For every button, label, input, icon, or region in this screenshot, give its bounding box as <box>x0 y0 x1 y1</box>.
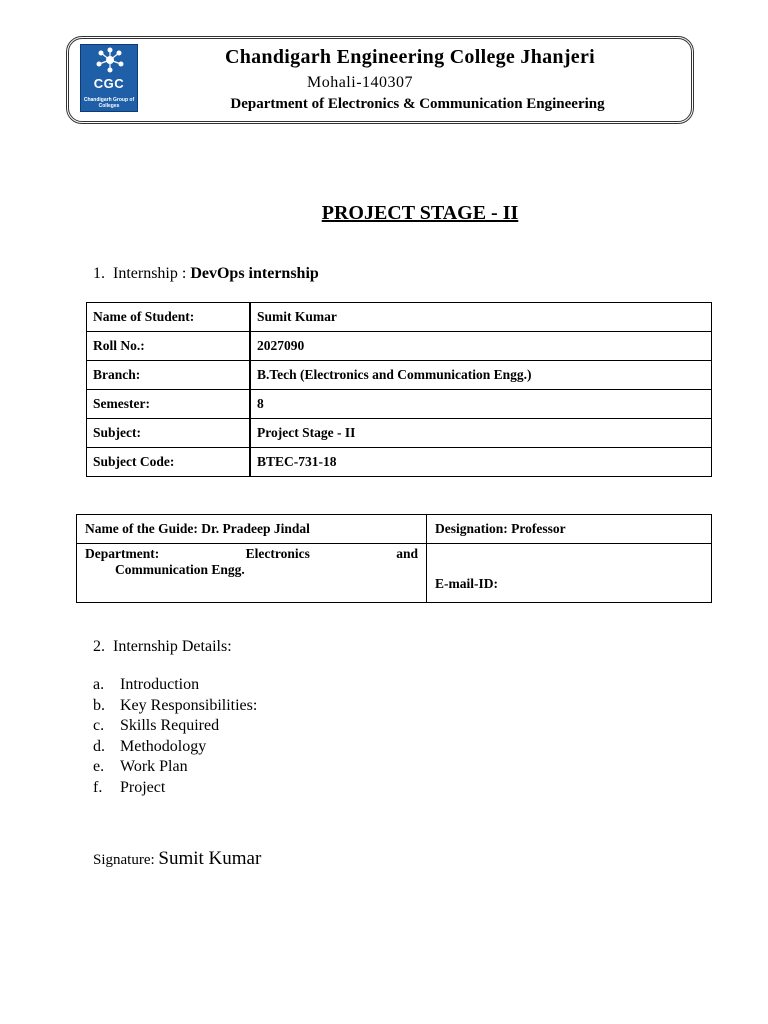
list-text: Work Plan <box>120 758 188 775</box>
table-value: B.Tech (Electronics and Communication Engg.) <box>250 361 712 390</box>
table-row <box>77 515 712 544</box>
student-info-table <box>86 302 712 477</box>
table-value: 2027090 <box>250 332 712 361</box>
list-marker: b. <box>93 696 105 714</box>
department-name: Department of Electronics & Communication Engineering <box>230 96 605 112</box>
logo-emblem-icon <box>81 45 139 75</box>
list-text: Project <box>120 778 166 796</box>
list-marker: e. <box>93 758 105 775</box>
list-text: Key Responsibilities: <box>120 696 258 714</box>
page-title: PROJECT STAGE - II <box>321 202 519 224</box>
department-line2: Communication Engg. <box>115 562 245 577</box>
internship-heading <box>93 265 319 283</box>
signature-name: Sumit Kumar <box>158 848 262 869</box>
list-item <box>93 778 257 799</box>
list-marker: c. <box>93 717 105 734</box>
table-value: BTEC-731-18 <box>250 448 712 477</box>
list-text: Skills Required <box>120 717 220 734</box>
table-label: Subject: <box>87 419 251 448</box>
table-row <box>77 544 712 603</box>
signature <box>93 848 261 870</box>
table-row <box>87 419 712 448</box>
signature-label: Signature: <box>93 852 155 868</box>
table-row <box>87 448 712 477</box>
list-item <box>93 696 257 717</box>
list-item <box>93 675 257 696</box>
internship-details-label: Internship Details: <box>113 638 232 655</box>
list-marker: d. <box>93 737 105 755</box>
table-row <box>87 303 712 332</box>
internship-label: Internship : <box>113 265 187 282</box>
list-text: Methodology <box>120 737 207 755</box>
table-label: Branch: <box>87 361 251 390</box>
department-word: Electronics <box>245 546 310 561</box>
table-value: 8 <box>250 390 712 419</box>
table-label: Subject Code: <box>87 448 251 477</box>
table-value: Sumit Kumar <box>250 303 712 332</box>
department-word: and <box>396 546 418 561</box>
list-marker: f. <box>93 778 103 796</box>
details-list <box>93 675 257 798</box>
college-name: Chandigarh Engineering College Jhanjeri <box>224 46 596 68</box>
college-city: Mohali-140307 <box>306 74 414 91</box>
table-row <box>87 332 712 361</box>
table-row <box>87 361 712 390</box>
college-logo <box>80 44 138 112</box>
logo-abbreviation: CGC <box>93 76 125 91</box>
guide-designation: Designation: Professor <box>427 515 712 544</box>
list-text: Introduction <box>120 676 200 693</box>
internship-value: DevOps internship <box>190 265 319 282</box>
guide-info-table <box>76 514 712 603</box>
list-item <box>93 757 257 778</box>
logo-subtitle: Chandigarh Group of Colleges <box>83 97 135 109</box>
list-marker: a. <box>93 676 105 693</box>
table-label: Name of Student: <box>87 303 251 332</box>
table-row <box>87 390 712 419</box>
guide-name: Name of the Guide: Dr. Pradeep Jindal <box>77 515 427 544</box>
guide-email: E-mail-ID: <box>427 544 712 603</box>
table-label: Roll No.: <box>87 332 251 361</box>
list-item <box>93 716 257 737</box>
section-number: 2. <box>93 638 105 655</box>
internship-details-heading <box>93 638 232 656</box>
table-value: Project Stage - II <box>250 419 712 448</box>
guide-department <box>77 544 427 603</box>
section-number: 1. <box>93 265 105 282</box>
department-label: Department: <box>85 546 160 561</box>
table-label: Semester: <box>87 390 251 419</box>
list-item <box>93 737 257 758</box>
